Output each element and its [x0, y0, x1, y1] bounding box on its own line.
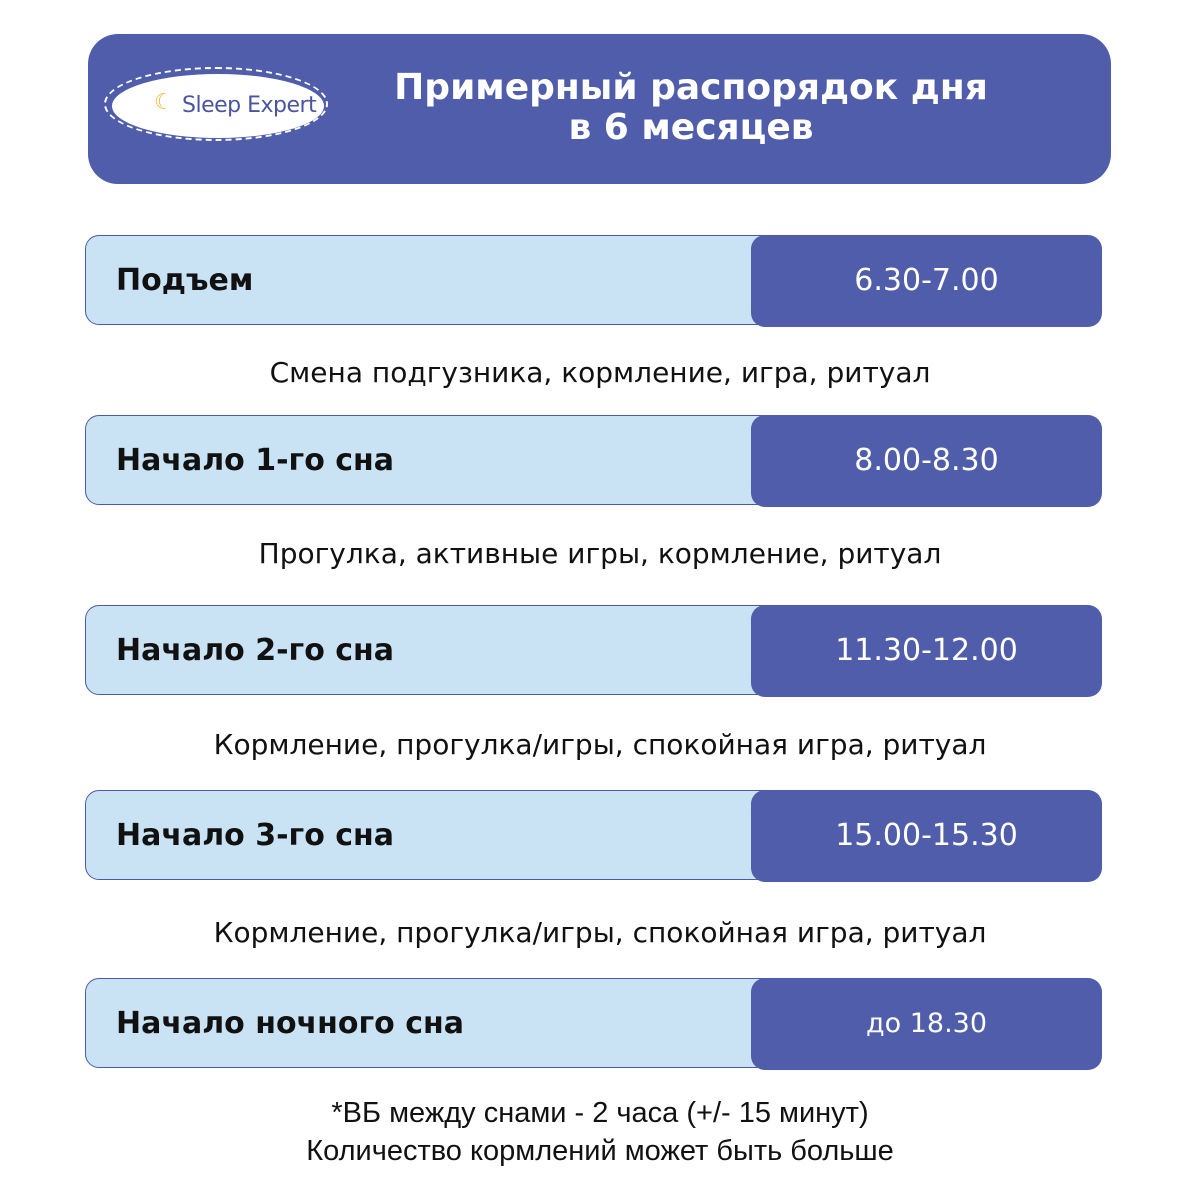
- footnote-line-2: Количество кормлений может быть больше: [306, 1135, 894, 1167]
- schedule-time-box: [751, 235, 1102, 327]
- schedule-time-box: [751, 978, 1102, 1070]
- crescent-moon-icon: ☾: [154, 90, 174, 115]
- schedule-row-nap-3: [85, 790, 1103, 882]
- schedule-time: 11.30-12.00: [835, 633, 1018, 668]
- schedule-label: Начало 3-го сна: [116, 818, 395, 853]
- schedule-label: Начало 2-го сна: [116, 633, 395, 668]
- activity-text-3: Кормление, прогулка/игры, спокойная игра, ритуал: [213, 728, 987, 761]
- schedule-time: до 18.30: [865, 1008, 988, 1039]
- schedule-row-night-sleep: [85, 978, 1103, 1070]
- logo-text: Sleep Expert: [182, 93, 317, 118]
- schedule-row-wakeup: [85, 235, 1103, 327]
- page-title: [346, 68, 1036, 148]
- schedule-time: 15.00-15.30: [835, 818, 1018, 853]
- activity-text-4: Кормление, прогулка/игры, спокойная игра, ритуал: [213, 916, 987, 949]
- schedule-time-box: [751, 605, 1102, 697]
- sleep-expert-logo: [112, 74, 324, 138]
- footnote-line-1: *ВБ между снами - 2 часа (+/- 15 минут): [331, 1097, 869, 1129]
- page-title-line-1: Примерный распорядок дня: [394, 67, 988, 108]
- schedule-label: Подъем: [116, 263, 254, 298]
- schedule-row-nap-2: [85, 605, 1103, 697]
- schedule-label: Начало ночного сна: [116, 1006, 464, 1041]
- schedule-row-nap-1: [85, 415, 1103, 507]
- schedule-label: Начало 1-го сна: [116, 443, 395, 478]
- schedule-time-box: [751, 415, 1102, 507]
- header-banner: [88, 34, 1111, 184]
- activity-text-2: Прогулка, активные игры, кормление, ритуал: [258, 537, 942, 570]
- schedule-time: 8.00-8.30: [854, 443, 999, 478]
- schedule-time: 6.30-7.00: [854, 263, 999, 298]
- activity-text-1: Смена подгузника, кормление, игра, ритуал: [269, 356, 931, 389]
- schedule-time-box: [751, 790, 1102, 882]
- page-title-line-2: в 6 месяцев: [568, 107, 814, 148]
